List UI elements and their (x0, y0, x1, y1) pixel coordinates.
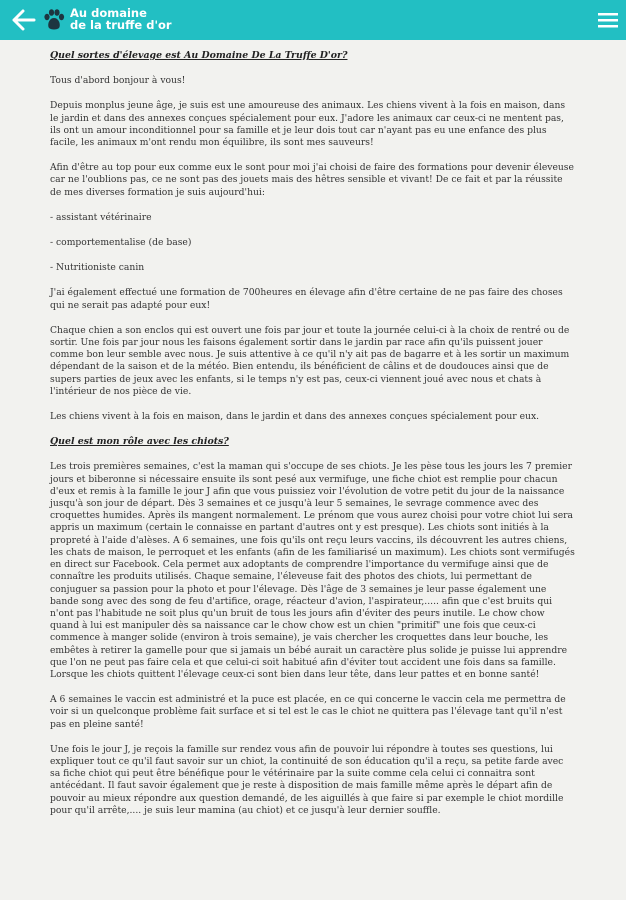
paragraph-adoption-day: Une fois le jour J, je reçois la famille sur rendez vous afin de pouvoir lui répondre à toutes ses questions, lui expliquer tout ce qu'il faut savoir sur un chiot, la continuité de son éducation qu'il a reçu, sa petite farde avec sa fiche chiot qui peut être bénéfique pour le vétérinaire par la suite comme cela celui ci connaitra sont antécédant. Il faut savoir également que je reste à disposition de mais famille même après le départ afin de pouvoir au mieux répondre aux question demandé, de les aiguillés à que faire si par exemple le chiot mordille pour qu'il arrête,.... je suis leur mamina (au chiot) et ce jusqu'à leur dernier souffle. (50, 743, 564, 816)
arrow-left-icon[interactable] (12, 9, 36, 31)
app-title-line-1: Au domaine (70, 6, 147, 20)
app-title-line-2: de la truffe d'or (70, 18, 172, 32)
app-title (70, 7, 172, 31)
section-heading-role: Quel est mon rôle avec les chiots? (50, 436, 229, 448)
article-content (50, 46, 575, 830)
list-item-nutrition: - Nutritioniste canin (50, 262, 145, 274)
paw-icon (42, 8, 66, 32)
paragraph-greeting: Tous d'abord bonjour à vous! (50, 75, 186, 87)
paragraph-enclosure: Chaque chien a son enclos qui est ouvert une fois par jour et toute la journée celui-ci à la choix de rentré ou de sortir. Une fois par jour nous les faisons également sortir dans le jardin par race afin qu'ils puissent jouer comme bon leur semble avec nous. Je suis attentive à ce qu'il n'y ait pas de bagarre et à les sortir un maximum dépendant de la saison et de la météo. Bien entendu, ils bénéficient de câlins et de doudouces ainsi que de supers parties de jeux avec les enfants, si le temps n'y est pas, ceux-ci viennent joué avec nous et chats à l'intérieur de nos pièce de vie. (50, 324, 570, 397)
app-bar (0, 0, 626, 40)
list-item-assistant: - assistant vétérinaire (50, 211, 152, 223)
paragraph-puppies: Les trois premières semaines, c'est la maman qui s'occupe de ses chiots. Je les pèse tous les jours les 7 premier jours et biberonne si nécessaire ensuite ils sont pesé aux vermifuge, une fiche chiot est remplie pour chacun d'eux et remis à la famille le jour J afin que vous puissiez voir l'évolution de votre petit du jour de la naissance jusqu'à son jour de départ. Dès 3 semaines et ce jusqu'à leur 5 semaines, le sevrage commence avec des croquettes humides. Après ils mangent normalement. Le prénom que vous aurez choisi pour votre chiot lui sera appris un maximum (certain le connaisse en partant d'autres ont y est presque). Les chiots sont initiés à la propreté à l'aide d'alèses. A 6 semaines, une fois qu'ils ont reçu leurs vaccins, ils découvrent les autres chiens, les chats de maison, le perroquet et les enfants (afin de les familiarisé un maximum). Les chiots sont vermifugés en direct sur Facebook. Cela permet aux adoptants de comprendre l'importance du vermifuge ainsi que de connaître les produits utilisés. Chaque semaine, l'éleveuse fait des photos des chiots, lui permettant de conjuguer sa passion pour la photo et pour l'élevage. Dès l'âge de 3 semaines je leur passe également une bande song avec des song de feu d'artifice, orage, réacteur d'avion, l'aspirateur,..... afin que c'est bruits qui n'ont pas l'habitude ne soit plus qu'un bruit de tous les jours afin d'éviter des peurs inutile. Le chow chow quand à lui est manipuler dès sa naissance car le chow chow est un chien "primitif" une fois que ceux-ci commence à manger solide (environ à trois semaine), je vais chercher les croquettes dans leur bouche, les embêtes à retirer la gamelle pour que si jamais un bébé aurait un caractère plus solide je puisse lui apprendre que l'on ne peut pas faire cela et que celui-ci soit habitué afin d'éviter tout accident une fois dans sa famille. Lorsque les chiots quittent l'élevage ceux-ci sont bien dans leur tête, dans leur pattes et en bonne santé! (50, 461, 575, 680)
hamburger-menu-icon[interactable] (598, 11, 618, 29)
paragraph-training: Afin d'être au top pour eux comme eux le sont pour moi j'ai choisi de faire des formations pour devenir éleveuse car ne l'oublions pas, ce ne sont pas des jouets mais des hêtres sensible et vivant! De ce fait et par la réussite de mes diverses formation je suis aujourd'hui: (50, 162, 574, 198)
list-item-behaviour: - comportementalise (de base) (50, 237, 192, 249)
paragraph-formation: J'ai également effectué une formation de 700heures en élevage afin d'être certaine de ne pas faire des choses qui ne serait pas adapté pour eux! (50, 287, 563, 311)
section-heading-breeding: Quel sortes d'élevage est Au Domaine De La Truffe D'or? (50, 50, 348, 61)
paragraph-intro: Depuis monplus jeune âge, je suis est une amoureuse des animaux. Les chiens vivent à la fois en maison, dans le jardin et dans des annexes conçues spécialement pour eux. J'adore les animaux car ceux-ci ne mentent pas, ils ont un amour inconditionnel pour sa famille et je leur dois tout car n'ayant pas eu une enfance des plus facile, les animaux m'ont rendu mon équilibre, ils sont mes sauveurs! (50, 100, 566, 149)
paragraph-living: Les chiens vivent à la fois en maison, dans le jardin et dans des annexes conçues spécialement pour eux. (50, 411, 540, 423)
paragraph-vaccine: A 6 semaines le vaccin est administré et la puce est placée, en ce qui concerne le vaccin cela me permettra de voir si un quelconque problème fait surface et si tel est le cas le chiot ne quittera pas l'élevage tant qu'il n'est pas en pleine santé! (50, 694, 566, 730)
